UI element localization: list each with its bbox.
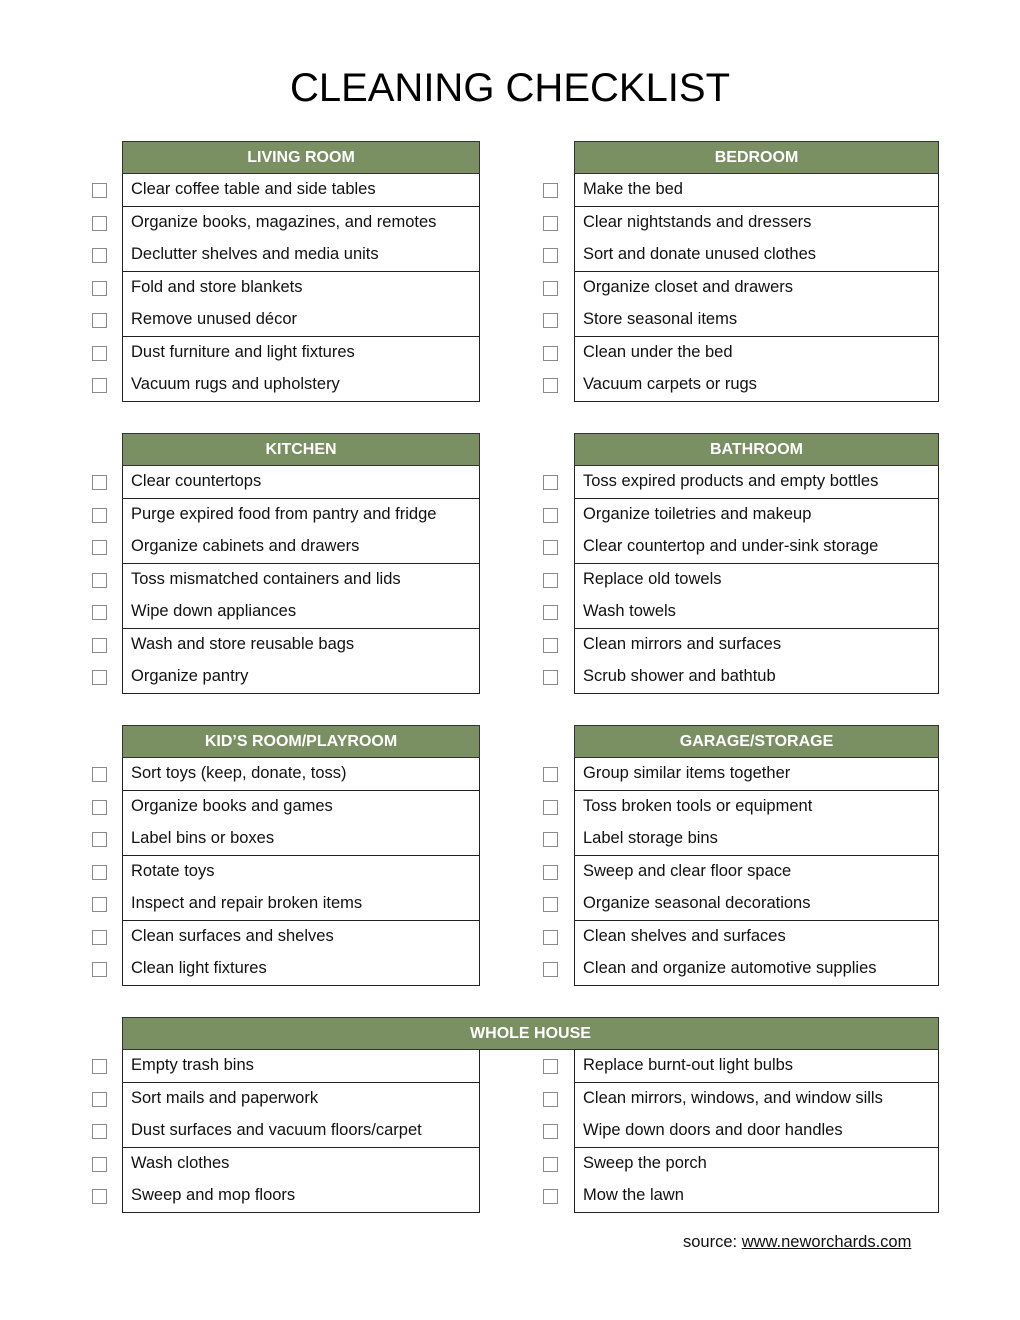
checkbox[interactable]: [92, 248, 107, 263]
checklist-item: Rotate toys: [122, 856, 480, 889]
checkbox[interactable]: [543, 475, 558, 490]
checkbox[interactable]: [92, 800, 107, 815]
checklist-item: Organize cabinets and drawers: [122, 531, 480, 564]
checklist-item: Store seasonal items: [574, 304, 939, 337]
section-header-kitchen: KITCHEN: [122, 433, 480, 466]
checklist-item: Fold and store blankets: [122, 272, 480, 305]
source-link[interactable]: www.neworchards.com: [741, 1233, 912, 1251]
checklist-item: Toss expired products and empty bottles: [574, 466, 939, 499]
checklist-item: Remove unused décor: [122, 304, 480, 337]
checklist-item: Clean mirrors and surfaces: [574, 629, 939, 662]
checklist-item: Sort mails and paperwork: [122, 1083, 480, 1116]
checklist-item: Vacuum carpets or rugs: [574, 369, 939, 402]
checkbox[interactable]: [92, 605, 107, 620]
checkbox[interactable]: [92, 508, 107, 523]
checklist-item: Toss mismatched containers and lids: [122, 564, 480, 597]
checkbox[interactable]: [543, 767, 558, 782]
checkbox[interactable]: [92, 281, 107, 296]
checklist-item: Clean shelves and surfaces: [574, 921, 939, 954]
checklist-item: Wash clothes: [122, 1148, 480, 1181]
checklist-item: Clear countertop and under-sink storage: [574, 531, 939, 564]
checkbox[interactable]: [92, 216, 107, 231]
page-title: CLEANING CHECKLIST: [289, 66, 731, 110]
section-header-kid-s-room-playroom: KID’S ROOM/PLAYROOM: [122, 725, 480, 758]
checkbox[interactable]: [92, 865, 107, 880]
checkbox[interactable]: [92, 573, 107, 588]
checklist-item: Mow the lawn: [574, 1180, 939, 1213]
checkbox[interactable]: [543, 897, 558, 912]
source-label: source:: [683, 1233, 738, 1251]
checklist-item: Wipe down appliances: [122, 596, 480, 629]
source-note: [683, 1233, 911, 1252]
checklist-item: Organize books and games: [122, 791, 480, 824]
checklist-item: Make the bed: [574, 174, 939, 207]
checkbox[interactable]: [543, 1157, 558, 1172]
checkbox[interactable]: [92, 540, 107, 555]
checkbox[interactable]: [543, 540, 558, 555]
checklist-item: Organize seasonal decorations: [574, 888, 939, 921]
checklist-item: Sweep the porch: [574, 1148, 939, 1181]
checklist-item: Wipe down doors and door handles: [574, 1115, 939, 1148]
checkbox[interactable]: [92, 183, 107, 198]
checkbox[interactable]: [543, 670, 558, 685]
checkbox[interactable]: [92, 832, 107, 847]
checklist-item: Sort and donate unused clothes: [574, 239, 939, 272]
checkbox[interactable]: [543, 638, 558, 653]
checkbox[interactable]: [92, 1092, 107, 1107]
checklist-item: Label bins or boxes: [122, 823, 480, 856]
checklist-item: Clean light fixtures: [122, 953, 480, 986]
checklist-item: Purge expired food from pantry and fridge: [122, 499, 480, 532]
checklist-item: Label storage bins: [574, 823, 939, 856]
checklist-item: Organize toiletries and makeup: [574, 499, 939, 532]
checklist-item: Declutter shelves and media units: [122, 239, 480, 272]
checkbox[interactable]: [92, 1157, 107, 1172]
checkbox[interactable]: [543, 508, 558, 523]
checklist-item: Clear nightstands and dressers: [574, 207, 939, 240]
checkbox[interactable]: [543, 1189, 558, 1204]
checklist-item: Clean under the bed: [574, 337, 939, 370]
checkbox[interactable]: [543, 346, 558, 361]
section-header-whole-house: WHOLE HOUSE: [122, 1017, 939, 1050]
section-header-garage-storage: GARAGE/STORAGE: [574, 725, 939, 758]
checkbox[interactable]: [92, 930, 107, 945]
section-header-bathroom: BATHROOM: [574, 433, 939, 466]
checklist-item: Scrub shower and bathtub: [574, 661, 939, 694]
checkbox[interactable]: [92, 1189, 107, 1204]
checklist-item: Clean and organize automotive supplies: [574, 953, 939, 986]
checkbox[interactable]: [543, 1059, 558, 1074]
checkbox[interactable]: [92, 1059, 107, 1074]
checkbox[interactable]: [92, 346, 107, 361]
checkbox[interactable]: [92, 313, 107, 328]
checklist-item: Sweep and mop floors: [122, 1180, 480, 1213]
checkbox[interactable]: [543, 865, 558, 880]
checkbox[interactable]: [543, 216, 558, 231]
checkbox[interactable]: [543, 281, 558, 296]
checkbox[interactable]: [543, 605, 558, 620]
checklist-item: Toss broken tools or equipment: [574, 791, 939, 824]
checkbox[interactable]: [92, 897, 107, 912]
checkbox[interactable]: [92, 475, 107, 490]
checkbox[interactable]: [92, 767, 107, 782]
checkbox[interactable]: [92, 638, 107, 653]
checklist-item: Vacuum rugs and upholstery: [122, 369, 480, 402]
checkbox[interactable]: [543, 573, 558, 588]
section-header-bedroom: BEDROOM: [574, 141, 939, 174]
checkbox[interactable]: [543, 378, 558, 393]
checkbox[interactable]: [92, 378, 107, 393]
checklist-item: Clear coffee table and side tables: [122, 174, 480, 207]
checklist-item: Replace burnt-out light bulbs: [574, 1050, 939, 1083]
checklist-item: Wash towels: [574, 596, 939, 629]
checklist-item: Sort toys (keep, donate, toss): [122, 758, 480, 791]
checklist-item: Organize pantry: [122, 661, 480, 694]
checkbox[interactable]: [92, 1124, 107, 1139]
section-header-living-room: LIVING ROOM: [122, 141, 480, 174]
checklist-item: Empty trash bins: [122, 1050, 480, 1083]
checkbox[interactable]: [92, 670, 107, 685]
checkbox[interactable]: [543, 800, 558, 815]
checkbox[interactable]: [543, 313, 558, 328]
checklist-item: Clean surfaces and shelves: [122, 921, 480, 954]
checkbox[interactable]: [543, 1092, 558, 1107]
checklist-item: Organize closet and drawers: [574, 272, 939, 305]
checklist-item: Inspect and repair broken items: [122, 888, 480, 921]
checkbox[interactable]: [543, 183, 558, 198]
checklist-item: Dust furniture and light fixtures: [122, 337, 480, 370]
checklist-item: Clean mirrors, windows, and window sills: [574, 1083, 939, 1116]
checkbox[interactable]: [543, 832, 558, 847]
checklist-item: Clear countertops: [122, 466, 480, 499]
checkbox[interactable]: [92, 962, 107, 977]
checklist-item: Replace old towels: [574, 564, 939, 597]
checkbox[interactable]: [543, 248, 558, 263]
checklist-item: Dust surfaces and vacuum floors/carpet: [122, 1115, 480, 1148]
checklist-item: Wash and store reusable bags: [122, 629, 480, 662]
checkbox[interactable]: [543, 930, 558, 945]
checklist-item: Group similar items together: [574, 758, 939, 791]
checkbox[interactable]: [543, 962, 558, 977]
checkbox[interactable]: [543, 1124, 558, 1139]
checklist-item: Organize books, magazines, and remotes: [122, 207, 480, 240]
checklist-item: Sweep and clear floor space: [574, 856, 939, 889]
